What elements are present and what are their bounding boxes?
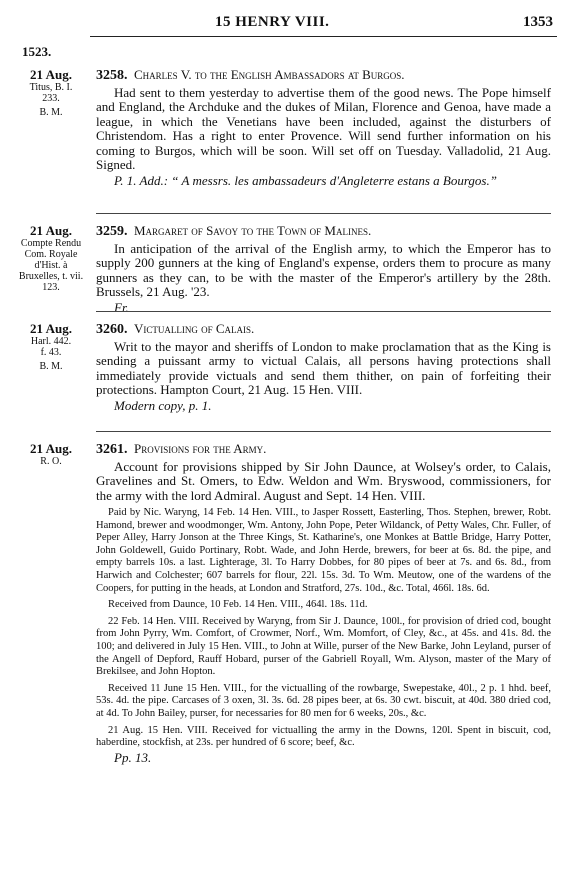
entry-body — [96, 322, 551, 413]
entry-separator — [96, 311, 551, 312]
entry-text: In anticipation of the arrival of the English army, to which the Emperor has to supply 200 gunners at the king of England's expense, orders them to procure as many gunners as they can, to be with the master of the Emperor's artillery by the 28th. Brussels, 21 Aug. '23. — [96, 240, 551, 299]
entry-footnote: Modern copy, p. 1. — [114, 397, 212, 413]
entry-date: 21 Aug. — [30, 441, 72, 456]
entry-footnote: Pp. 13. — [114, 749, 152, 765]
entry-margin — [14, 68, 88, 118]
entry-separator — [96, 213, 551, 214]
entry-ref: 123. — [42, 282, 60, 293]
entry-ref: Harl. 442. — [30, 336, 72, 347]
entry-ref: B. M. — [39, 361, 63, 372]
year-heading: 1523. — [22, 44, 52, 59]
entry-body — [96, 442, 551, 765]
entry-text: Account for provisions shipped by Sir John Daunce, at Wolsey's order, to Calais, Gravelines and St. Omers, to Edw. Weldon and Wm. Bryswood, commissioners, for the army with the lord Admiral. August and Sept. 14 Hen. VIII. — [96, 458, 551, 503]
entry-ref: Compte Rendu Com. Royale d'Hist. à Bruxelles, t. vii. — [18, 238, 84, 282]
page-number: 1353 — [523, 14, 553, 30]
entry-separator — [96, 431, 551, 432]
entry-account-details — [96, 507, 551, 750]
entry-number: 3261. — [96, 442, 128, 457]
account-paragraph: 22 Feb. 14 Hen. VIII. Received by Waryng, from Sir J. Daunce, 100l., for provision of dried cod, bought from John Pyrry, Wm. Comfort, of Crowmer, Norf., Wm. Momfort, of Cley, &c., at 45s. and 41s. 8d. the 100; and delivered in July 15 Hen. VIII., to John at Wille, purser of the New Barke, John Leyland, purser of the Angell of Depford, Rauff Hobard, purser of the Gabriell Royall, Wm. Alyson, master of the Mary of Brekilsee, and John Hopton. — [96, 615, 551, 678]
entry-title: Charles V. to the English Ambassadors at Burgos. — [134, 67, 405, 82]
entry-text: Had sent to them yesterday to advertise them of the good news. The Pope himself and England, the Archduke and the dukes of Milan, Florence and Genoa, have made a league, in which the Venetians have been included, against the disturbers of Christendom. Has a right to enter Provence. Will send further information on his coming to Burgos, which will be soon. Will set off on Tuesday. Valladolid, 21 Aug. Signed. — [96, 84, 551, 172]
entry-body — [96, 68, 551, 188]
entry-number: 3258. — [96, 68, 128, 83]
entry-footnote: Fr. — [114, 299, 129, 315]
entry-date: 21 Aug. — [30, 67, 72, 82]
entry-ref: Titus, B. I. — [29, 82, 73, 93]
entry-ref: R. O. — [40, 456, 62, 467]
entry-title: Margaret of Savoy to the Town of Malines. — [134, 223, 372, 238]
header-rule — [90, 36, 557, 37]
entry-margin — [14, 322, 88, 372]
entry-body — [96, 224, 551, 315]
entry-number: 3259. — [96, 224, 128, 239]
entry-ref: B. M. — [39, 107, 63, 118]
entry-title: Victualling of Calais. — [134, 321, 255, 336]
entry-ref: 233. — [42, 93, 60, 104]
entry-date: 21 Aug. — [30, 223, 72, 238]
account-paragraph: Received 11 June 15 Hen. VIII., for the victualling of the rowbarge, Swepestake, 40l., 2 p. 1 hhd. beef, 53s. 4d. the pipe. Carcases of 3 oxen, 3l. 3s. 6d. 28 pipes beer, at 6s. 30 cwt. biscuit, at 40d. 380 dried cod, at 4d. To John Bailey, purser, for necessaries for 80 men for 6 weeks, 20s., &c. — [96, 682, 551, 719]
entry-margin — [14, 224, 88, 293]
entry-margin — [14, 442, 88, 467]
entry-text: Writ to the mayor and sheriffs of London to make proclamation that as the King is sending a puissant army to victual Calais, all persons having protections shall immediately provide victuals and send them thither, on pain of forfeiting their protections. Hampton Court, 21 Aug. 15 Hen. VIII. — [96, 338, 551, 397]
entry-number: 3260. — [96, 322, 128, 337]
account-paragraph: Paid by Nic. Waryng, 14 Feb. 14 Hen. VIII., to Jasper Rossett, Easterling, Thos. Stephen, brewer, Robt. Hamond, brewer and woodmonger, Wm. Antony, John Pope, Peter Wildanck, of Petty Wales, Chr. Fuller, of Peper Alley, Harry Jonson at the Three Kings, St. Katharine's, one Monkes at Battle Bridge, Harry Potter, John Goldewell, Guido Portinary, Robt. Wade, and John Herde, brewers, for beer at 6s. 8d. the pipe, and empty barrels 10s. a last. Lighterage, 3l. To Harry Dobbes, for 80 pipes of beer at 7s. and 6s. 8d., from Harwich and Colchester; 607 barrels for flour, 22l. 15s. 3d. To Wm. Meutow, one of the wardens of the Coopers, for putting in the heads, at London and Stratford, 27s. 10d., &c. Total, 466l. 18s. 6d. — [96, 507, 551, 594]
entry-ref: f. 43. — [40, 347, 62, 358]
entry-footnote: P. 1. Add.: “ A messrs. les ambassadeurs d'Angleterre estans a Bourgos.” — [114, 172, 497, 188]
entry-title: Provisions for the Army. — [134, 441, 267, 456]
account-paragraph: 21 Aug. 15 Hen. VIII. Received for victualling the army in the Downs, 120l. Spent in biscuit, cod, haberdine, stockfish, at 23s. per hundred of 6 score; beef, &c. — [96, 724, 551, 749]
page-header — [0, 6, 567, 34]
running-title: 15 HENRY VIII. — [215, 14, 330, 30]
entry-date: 21 Aug. — [30, 321, 72, 336]
account-paragraph: Received from Daunce, 10 Feb. 14 Hen. VIII., 464l. 18s. 11d. — [108, 599, 368, 611]
